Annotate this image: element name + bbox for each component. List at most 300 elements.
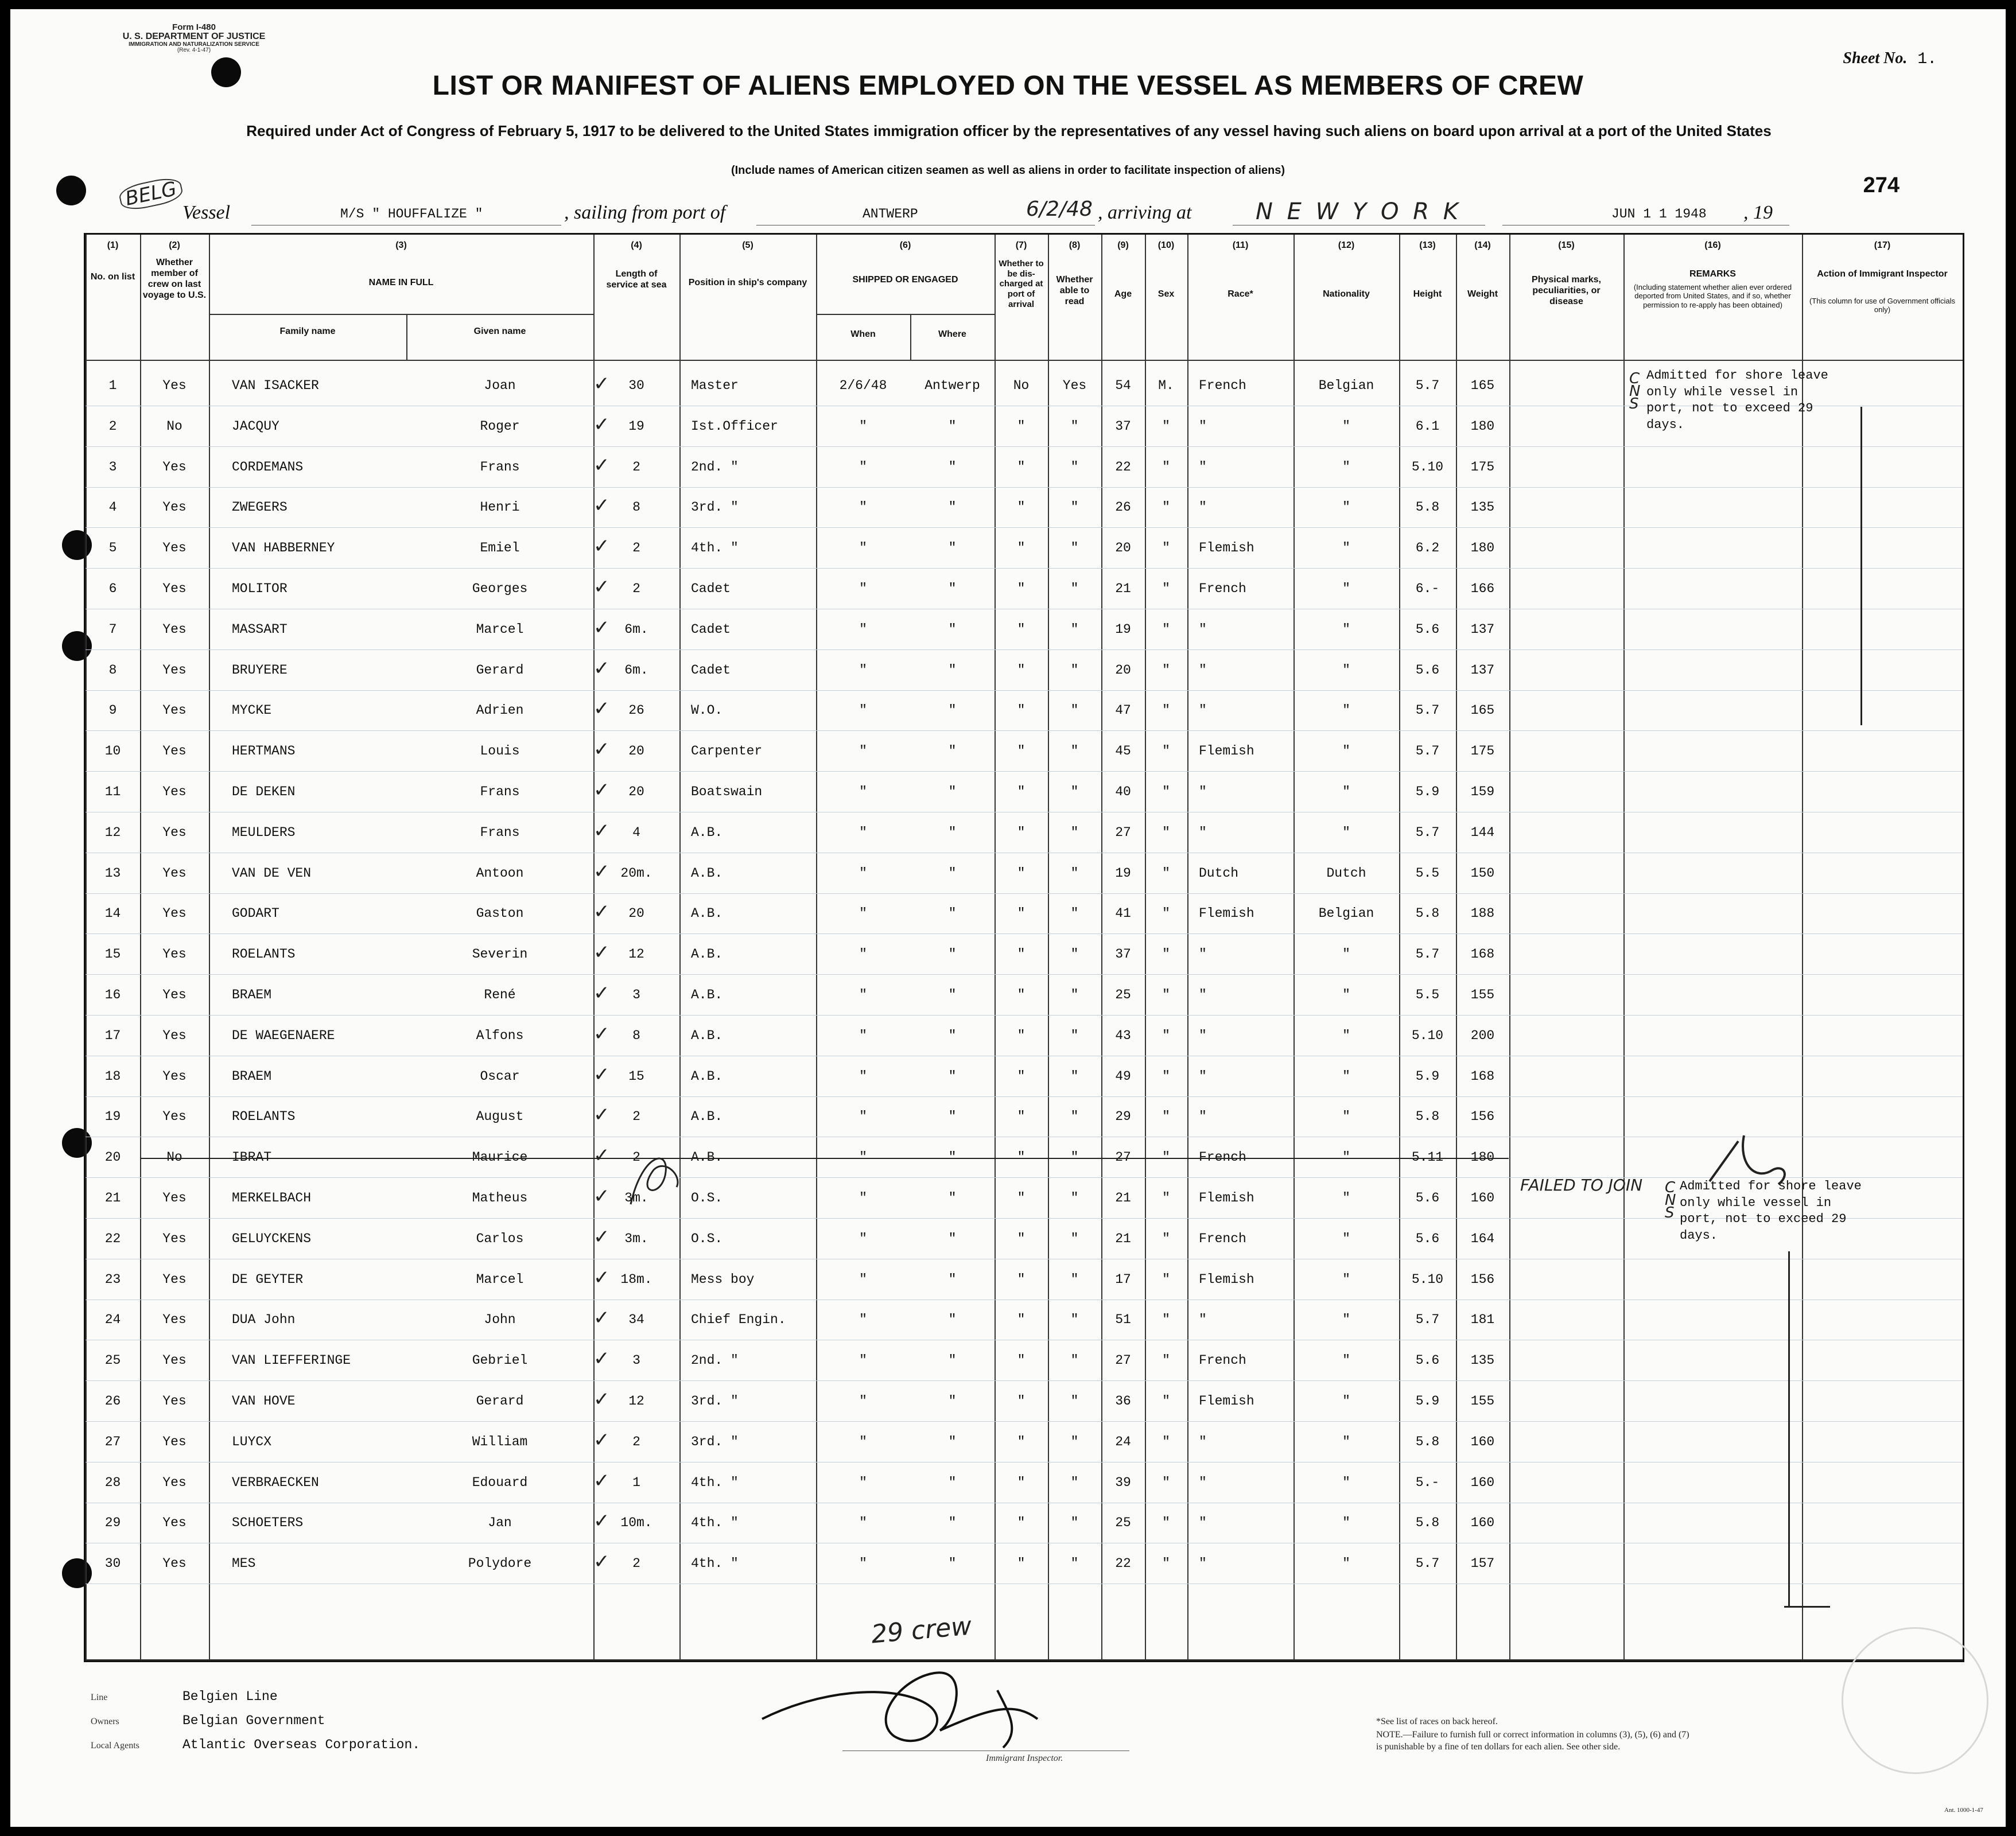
row-26-where: " [948,1394,957,1409]
col-num-9: (9) [1117,240,1129,250]
row-29-check-mark: ✓ [593,1510,610,1533]
row-29-where: " [948,1515,957,1531]
row-13-sex: " [1162,865,1170,881]
row-18-check-mark: ✓ [593,1063,610,1086]
row-7-no: 7 [108,621,117,637]
row-24-position: Chief Engin. [691,1312,786,1328]
row-30-service: 2 [632,1556,640,1572]
row-11-no: 11 [104,784,121,799]
row-5-height: 6.2 [1415,540,1440,556]
row-30-when: " [859,1556,867,1572]
row-17-sex: " [1162,1028,1170,1043]
row-23-sex: " [1162,1271,1170,1287]
row-5-read: " [1070,540,1079,556]
row-6-last: Yes [162,581,187,596]
row-30-given: Polydore [468,1556,532,1572]
col-num-16: (16) [1704,240,1721,250]
row-30-height: 5.7 [1415,1556,1440,1572]
row-25-disch: " [1017,1353,1026,1368]
row-18-read: " [1070,1068,1079,1084]
row-13-no: 13 [104,865,121,881]
row-11-read: " [1070,784,1079,799]
row-3-nat: " [1342,459,1350,474]
row-21-sex: " [1162,1191,1170,1205]
arriving-label: , arriving at [1098,202,1192,223]
row-24-last: Yes [162,1312,187,1328]
row-30-no: 30 [104,1556,121,1572]
row-10-given: Louis [480,744,520,759]
row-4-family: ZWEGERS [232,500,288,515]
row-19-family: ROELANTS [232,1109,296,1125]
row-11-service: 20 [628,784,644,799]
row-24-height: 5.7 [1415,1312,1440,1328]
row-30-last: Yes [162,1556,187,1572]
row-27-race: " [1199,1434,1207,1449]
row-1-height: 5.7 [1415,378,1440,393]
row-10-check-mark: ✓ [593,738,610,761]
row-9-disch: " [1017,703,1026,718]
col-label-race: Race* [1228,289,1253,299]
row-6-height: 6.- [1415,581,1440,596]
row-27-no: 27 [104,1434,121,1449]
row-15-disch: " [1017,947,1026,962]
row-6-position: Cadet [691,581,731,596]
row-17-weight: 200 [1470,1028,1495,1043]
row-4-disch: " [1017,500,1026,515]
row-17-position: A.B. [691,1028,723,1043]
row-27-age: 24 [1115,1434,1131,1449]
include-note: (Include names of American citizen seamen as well as aliens in order to facilitate inspection of aliens) [731,164,1285,177]
row-ruling [86,1380,1963,1381]
row-28-no: 28 [104,1475,121,1490]
row-18-race: " [1199,1068,1207,1084]
row-9-sex: " [1162,703,1170,718]
row-11-height: 5.9 [1415,784,1440,799]
row-10-family: HERTMANS [232,744,296,759]
row-8-height: 5.6 [1415,662,1440,678]
row-10-no: 10 [104,744,121,759]
row-26-nat: " [1342,1394,1350,1409]
row-21-weight: 160 [1470,1191,1495,1205]
row-1-no: 1 [108,378,117,393]
col-note-remarks: (Including statement whether alien ever ordered deported from United States, and if so, whether permission to re-apply has been obtained) [1633,283,1792,309]
row-23-nat: " [1342,1271,1350,1287]
row-6-no: 6 [108,581,117,596]
row-25-height: 5.6 [1415,1353,1440,1368]
row-19-service: 2 [632,1109,640,1125]
row-24-race: " [1199,1312,1207,1328]
row-11-given: Frans [480,784,520,799]
row-15-weight: 168 [1470,947,1495,962]
row-9-nat: " [1342,703,1350,718]
row-17-where: " [948,1028,957,1043]
col-label-shipped: SHIPPED OR ENGAGED [852,275,958,285]
col-num-14: (14) [1474,240,1491,250]
row-25-weight: 135 [1470,1353,1495,1368]
row-ruling [86,690,1963,691]
row-24-service: 34 [628,1312,644,1328]
row-5-family: VAN HABBERNEY [232,540,335,556]
row-3-last: Yes [162,459,187,474]
row-16-given: René [484,987,516,1002]
col-num-5: (5) [742,240,753,250]
row-28-when: " [859,1475,867,1490]
line-label: Line [91,1693,108,1702]
row-2-read: " [1070,418,1079,434]
row-21-nat: " [1342,1191,1350,1205]
row-30-disch: " [1017,1556,1026,1572]
row-ruling [86,893,1963,894]
row-27-position: 3rd. " [691,1434,739,1449]
row-12-family: MEULDERS [232,824,296,840]
row-25-given: Gebriel [472,1353,528,1368]
row-27-when: " [859,1434,867,1449]
col-label-physical: Physical marks, peculiarities, or disease [1532,275,1601,306]
row-16-last: Yes [162,987,187,1002]
row-7-service: 6m. [624,621,648,637]
row-20-check-mark: ✓ [593,1144,610,1168]
row-13-race: Dutch [1199,865,1239,881]
note-penalty: NOTE.—Failure to furnish full or correct information in columns (3), (5), (6) and (7) is punishable by a fine of ten dollars for each alien. See other side. [1376,1730,1689,1752]
row-4-weight: 135 [1470,500,1495,515]
row-4-service: 8 [632,500,640,515]
row-18-given: Oscar [480,1068,520,1084]
col-line [679,235,681,1660]
row-6-sex: " [1162,581,1170,596]
sheet-value: 1. [1917,50,1937,68]
row-18-position: A.B. [691,1068,723,1084]
row-26-when: " [859,1394,867,1409]
row-18-last: Yes [162,1068,187,1084]
row-28-family: VERBRAECKEN [232,1475,319,1490]
row-29-no: 29 [104,1515,121,1531]
row-29-last: Yes [162,1515,187,1531]
row-25-race: French [1199,1353,1246,1368]
row-7-where: " [948,621,957,637]
row-22-last: Yes [162,1231,187,1246]
row-22-sex: " [1162,1231,1170,1246]
row-2-sex: " [1162,418,1170,434]
row-19-nat: " [1342,1109,1350,1125]
col-num-4: (4) [631,240,642,250]
row-1-disch: No [1013,378,1030,393]
row-21-read: " [1070,1191,1079,1205]
row-30-where: " [948,1556,957,1572]
row-20-weight: 180 [1470,1150,1495,1165]
row-15-last: Yes [162,947,187,962]
row-9-weight: 165 [1470,703,1495,718]
row-1-sex: M. [1158,378,1174,393]
row-20-height: 5.11 [1411,1150,1444,1165]
service: IMMIGRATION AND NATURALIZATION SERVICE [129,41,259,48]
row-28-disch: " [1017,1475,1026,1490]
col-line [1509,235,1510,1660]
col-num-6: (6) [899,240,911,250]
col-label-family: Family name [279,326,336,336]
row-14-when: " [859,906,867,921]
row-4-where: " [948,500,957,515]
row-3-check-mark: ✓ [593,453,610,477]
row-27-nat: " [1342,1434,1350,1449]
row-1-nat: Belgian [1318,378,1374,393]
row-2-family: JACQUY [232,418,279,434]
row-14-height: 5.8 [1415,906,1440,921]
form-identification [85,23,303,54]
row-25-no: 25 [104,1353,121,1368]
row-6-age: 21 [1115,581,1131,596]
row-19-sex: " [1162,1109,1170,1125]
col-num-15: (15) [1558,240,1575,250]
remark-initials-1: C N S [1629,370,1641,413]
row-1-service: 30 [628,378,644,393]
row-5-service: 2 [632,540,640,556]
row-27-weight: 160 [1470,1434,1495,1449]
initials-scribble [1704,1130,1796,1193]
sailing-port: ANTWERP [863,207,918,221]
col-label-when: When [850,329,876,339]
row-21-last: Yes [162,1191,187,1205]
row-ruling [86,446,1963,447]
row-7-race: " [1199,621,1207,637]
row-14-no: 14 [104,906,121,921]
name-subheader-line [209,314,593,315]
row-4-last: Yes [162,500,187,515]
row-22-check-mark: ✓ [593,1225,610,1248]
row-15-position: A.B. [691,947,723,962]
row-21-where: " [948,1191,957,1205]
row-29-height: 5.8 [1415,1515,1440,1531]
row-15-where: " [948,947,957,962]
row-20-position: A.B. [691,1150,723,1165]
col-label-age: Age [1114,289,1132,299]
row-7-given: Marcel [476,621,524,637]
row-8-when: " [859,662,867,678]
row-23-service: 18m. [620,1271,652,1287]
row-16-where: " [948,987,957,1002]
agents-value: Atlantic Overseas Corporation. [182,1737,421,1752]
row-23-when: " [859,1271,867,1287]
row-27-height: 5.8 [1415,1434,1440,1449]
row-8-age: 20 [1115,662,1131,678]
row-22-nat: " [1342,1231,1350,1246]
row-9-height: 5.7 [1415,703,1440,718]
col-label-height: Height [1413,289,1442,299]
col-label-discharged: Whether to be dis-charged at port of arrival [999,259,1044,309]
belg-mark: BELG [118,175,185,213]
subtitle: Required under Act of Congress of February 5, 1917 to be delivered to the United States immigration officer by the representatives of any vessel having such aliens on board upon arrival at a port of the United States [246,122,1772,139]
row-6-service: 2 [632,581,640,596]
row-1-position: Master [691,378,739,393]
row-10-service: 20 [628,744,644,759]
row-2-race: " [1199,418,1207,434]
row-16-race: " [1199,987,1207,1002]
row-ruling [86,771,1963,772]
row-4-read: " [1070,500,1079,515]
row-17-service: 8 [632,1028,640,1043]
row-20-family: IBRAT [232,1150,272,1165]
row-1-weight: 165 [1470,378,1495,393]
col-label-nationality: Nationality [1323,289,1370,299]
row-14-family: GODART [232,906,279,921]
row-23-where: " [948,1271,957,1287]
row-5-given: Emiel [480,540,520,556]
row-2-check-mark: ✓ [593,413,610,436]
row-ruling [86,568,1963,569]
row-ruling [86,933,1963,934]
row-15-nat: " [1342,947,1350,962]
row-15-height: 5.7 [1415,947,1440,962]
row-7-sex: " [1162,621,1170,637]
sailing-label: , sailing from port of [564,202,726,223]
row-4-given: Henri [480,500,520,515]
row-28-position: 4th. " [691,1475,739,1490]
row-8-check-mark: ✓ [593,656,610,680]
row-14-where: " [948,906,957,921]
row-15-family: ROELANTS [232,947,296,962]
row-1-age: 54 [1115,378,1131,393]
row-25-nat: " [1342,1353,1350,1368]
row-14-read: " [1070,906,1079,921]
row-5-position: 4th. " [691,540,739,556]
row-17-read: " [1070,1028,1079,1043]
row-23-last: Yes [162,1271,187,1287]
crew-count: 29 crew [870,1611,973,1650]
department: U. S. DEPARTMENT OF JUSTICE [122,31,266,41]
row-5-when: " [859,540,867,556]
row-3-given: Frans [480,459,520,474]
remark-shore-leave-1: Admitted for shore leave only while vessel in port, not to exceed 29 days. [1646,368,1828,432]
row-29-position: 4th. " [691,1515,739,1531]
row-30-age: 22 [1115,1556,1131,1572]
row-5-age: 20 [1115,540,1131,556]
page-number: 274 [1863,173,1900,197]
col-line [1623,235,1625,1660]
row-16-position: A.B. [691,987,723,1002]
revision: (Rev. 4-1-47) [177,47,211,54]
row-3-disch: " [1017,459,1026,474]
row-20-last: No [166,1150,182,1165]
row-24-age: 51 [1115,1312,1131,1328]
row-8-where: " [948,662,957,678]
row-13-read: " [1070,865,1079,881]
row-5-no: 5 [108,540,117,556]
row-3-age: 22 [1115,459,1131,474]
row-12-position: A.B. [691,824,723,840]
row-1-check-mark: ✓ [593,372,610,395]
row-22-given: Carlos [476,1231,524,1246]
row-25-age: 27 [1115,1353,1131,1368]
row-16-read: " [1070,987,1079,1002]
row-8-read: " [1070,662,1079,678]
row-30-family: MES [232,1556,256,1572]
row-30-nat: " [1342,1556,1350,1572]
row-21-age: 21 [1115,1191,1131,1205]
row-10-age: 45 [1115,744,1131,759]
row-15-given: Severin [472,947,528,962]
row-2-position: Ist.Officer [691,418,778,434]
col-num-7: (7) [1015,240,1027,250]
row-29-sex: " [1162,1515,1170,1531]
row-12-check-mark: ✓ [593,819,610,842]
row-8-nat: " [1342,662,1350,678]
row-26-weight: 155 [1470,1394,1495,1409]
col-label-service: Length of service at sea [606,269,667,290]
row-29-service: 10m. [620,1515,652,1531]
row-6-nat: " [1342,581,1350,596]
row-1-given: Joan [484,378,516,393]
row-25-last: Yes [162,1353,187,1368]
row-21-race: Flemish [1199,1191,1254,1205]
row-4-check-mark: ✓ [593,494,610,518]
row-12-no: 12 [104,824,121,840]
row-30-sex: " [1162,1556,1170,1572]
row-24-when: " [859,1312,867,1328]
row-5-check-mark: ✓ [593,535,610,558]
row-12-height: 5.7 [1415,824,1440,840]
col-num-8: (8) [1069,240,1081,250]
row-14-age: 41 [1115,906,1131,921]
row-29-age: 25 [1115,1515,1131,1531]
row-20-strike-line [140,1158,1509,1159]
row-19-disch: " [1017,1109,1026,1125]
row-19-where: " [948,1109,957,1125]
col-num-11: (11) [1232,240,1249,250]
row-29-family: SCHOETERS [232,1515,304,1531]
row-3-read: " [1070,459,1079,474]
row-26-position: 3rd. " [691,1394,739,1409]
row-12-read: " [1070,824,1079,840]
inspector-signature [751,1656,1072,1765]
row-8-sex: " [1162,662,1170,678]
row-14-service: 20 [628,906,644,921]
row-7-nat: " [1342,621,1350,637]
col-line [1187,235,1188,1660]
row-18-weight: 168 [1470,1068,1495,1084]
row-27-service: 2 [632,1434,640,1449]
row-22-where: " [948,1231,957,1246]
col-num-17: (17) [1874,240,1891,250]
row-19-no: 19 [104,1109,121,1125]
col-label-name: NAME IN FULL [368,278,434,287]
row-20-no: 20 [104,1150,121,1165]
row-18-no: 18 [104,1068,121,1084]
row-11-race: " [1199,784,1207,799]
row-13-last: Yes [162,865,187,881]
row-8-disch: " [1017,662,1026,678]
row-22-read: " [1070,1231,1079,1246]
row-12-nat: " [1342,824,1350,840]
row-2-disch: " [1017,418,1026,434]
row-3-no: 3 [108,459,117,474]
row-7-disch: " [1017,621,1026,637]
row-9-check-mark: ✓ [593,697,610,721]
row-2-given: Roger [480,418,520,434]
row-17-nat: " [1342,1028,1350,1043]
row-27-family: LUYCX [232,1434,272,1449]
row-15-read: " [1070,947,1079,962]
row-7-last: Yes [162,621,187,637]
row-11-age: 40 [1115,784,1131,799]
arrival-date: JUN 1 1 1948 [1611,207,1707,221]
col-label-sex: Sex [1157,289,1175,299]
row-18-nat: " [1342,1068,1350,1084]
row-27-sex: " [1162,1434,1170,1449]
arriving-port: N E W Y O R K [1256,199,1462,225]
page-title: LIST OR MANIFEST OF ALIENS EMPLOYED ON THE VESSEL AS MEMBERS OF CREW [432,71,1584,101]
row-10-race: Flemish [1199,744,1254,759]
row-21-check-mark: ✓ [593,1185,610,1208]
row-20-disch: " [1017,1150,1026,1165]
